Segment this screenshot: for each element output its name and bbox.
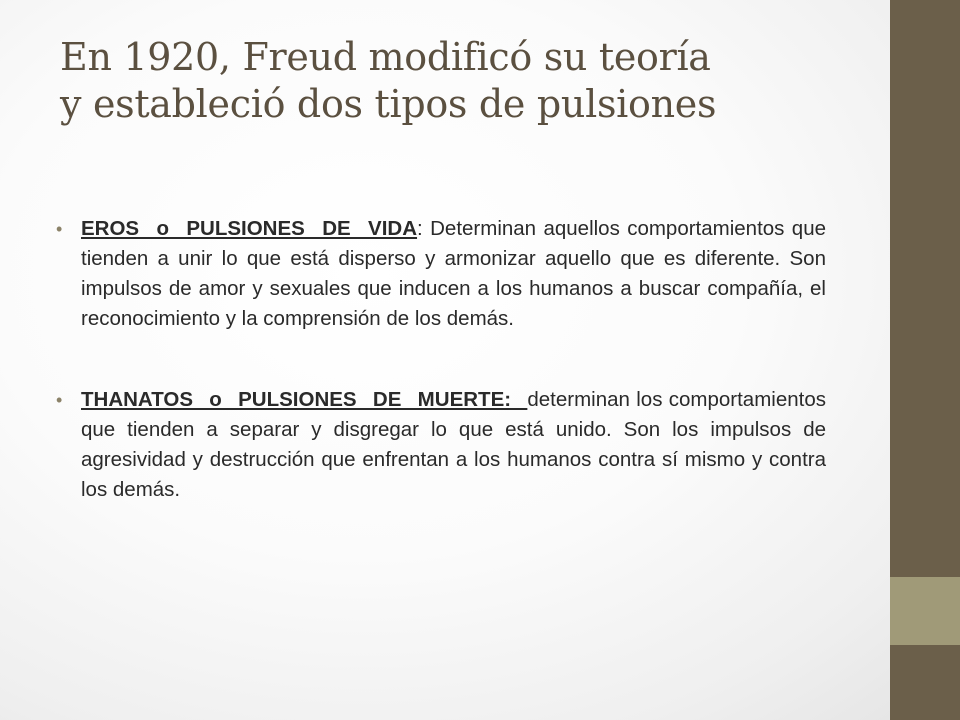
side-accent-block	[890, 577, 960, 645]
bullet-list	[56, 214, 826, 556]
bullet-item-thanatos	[56, 385, 826, 505]
bullet-dot-icon: •	[56, 219, 63, 239]
slide-title-line-2: y estableció dos tipos de pulsiones	[60, 82, 717, 127]
bullet-dot-icon: •	[56, 390, 63, 410]
bullet-term-thanatos: THANATOS o PULSIONES DE MUERTE:	[81, 388, 528, 411]
slide-title-line-1: En 1920, Freud modificó su teoría	[60, 35, 711, 79]
bullet-term-suffix-eros: :	[417, 217, 423, 240]
bullet-text-eros: Determinan aquellos comportamientos que tienden a unir lo que está disperso y armonizar aquello que es diferente. Son impulsos de amor y sexuales que inducen a los humanos a buscar compañía, el reconocimiento y la comprensión de los demás.	[81, 217, 827, 330]
slide-title	[60, 34, 860, 128]
bullet-item-eros	[56, 214, 826, 334]
bullet-text-thanatos: determinan los comportamientos que tienden a separar y disgregar lo que está unido. Son los impulsos de agresividad y destrucción que enfrentan a los humanos contra sí mismo y contra los demás.	[81, 388, 826, 501]
bullet-term-eros: EROS o PULSIONES DE VIDA	[81, 217, 418, 240]
